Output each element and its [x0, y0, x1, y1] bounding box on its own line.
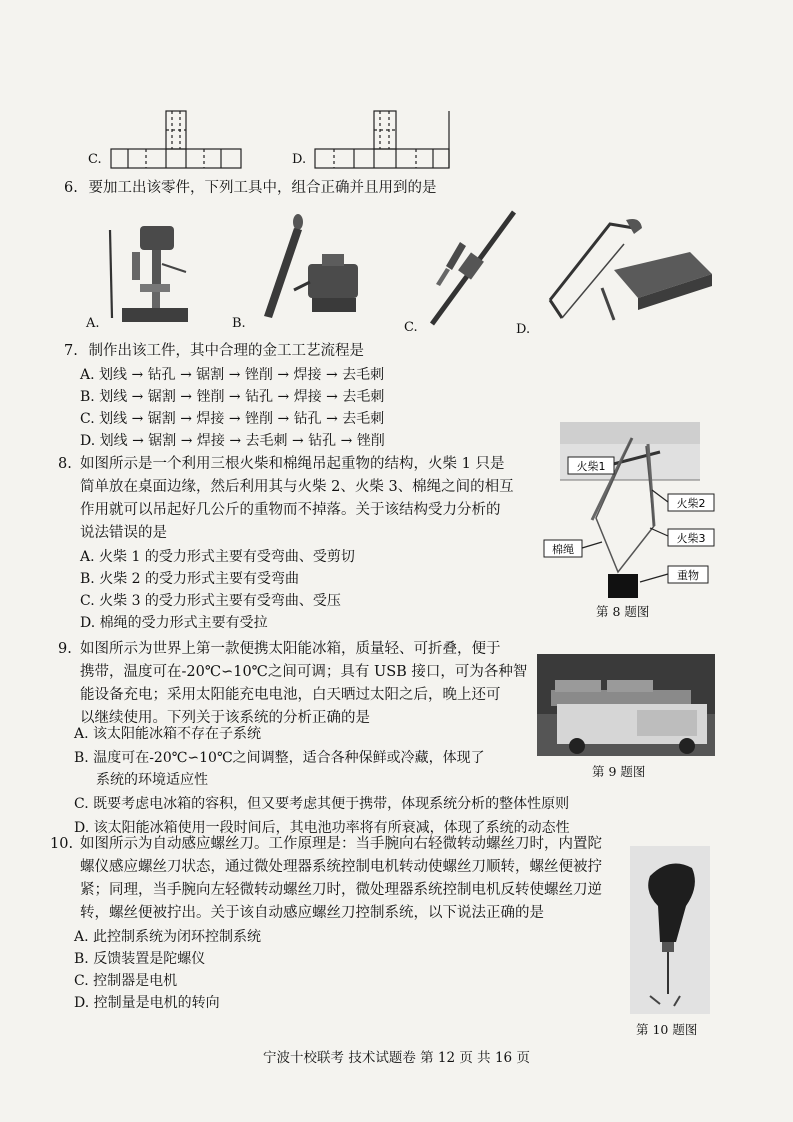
- option-c: C. 火柴 3 的受力形式主要有受弯曲、受压: [80, 593, 341, 609]
- option-b-line: 系统的环境适应性: [96, 772, 208, 788]
- label-match-2: 火柴2: [676, 497, 706, 510]
- stem-line: 紧；同理，当手腕向左轻微转动螺丝刀时，微处理器系统控制电机反转使螺丝刀逆: [80, 882, 602, 898]
- unfolded-drawing-d: [312, 108, 454, 170]
- question-number: 6.: [64, 180, 78, 196]
- option-c: C. 划线 → 锯割 → 焊接 → 锉削 → 钻孔 → 去毛刺: [80, 411, 385, 427]
- question-10: [50, 833, 630, 925]
- option-a: A. 此控制系统为闭环控制系统: [74, 929, 262, 945]
- label-weight: 重物: [677, 569, 699, 582]
- hacksaw-and-drill-vise-image: [540, 214, 715, 329]
- tool-option-a: A.: [86, 316, 100, 331]
- tool-option-c: C.: [404, 320, 418, 335]
- label-match-3: 火柴3: [676, 532, 706, 545]
- option-c: C. 控制器是电机: [74, 973, 178, 989]
- tool-option-b: B.: [232, 316, 246, 331]
- question-stem: 要加工出该零件，下列工具中，组合正确并且用到的是: [88, 180, 437, 196]
- figure-9-caption: 第 9 题图: [592, 764, 646, 779]
- page-footer: 宁波十校联考 技术试题卷 第 12 页 共 16 页: [263, 1050, 530, 1066]
- q8-options: [80, 546, 355, 634]
- option-c: C. 既要考虑电冰箱的容积，但又要考虑其便于携带，体现系统分析的整体性原则: [74, 796, 570, 812]
- option-d: D. 该太阳能冰箱使用一段时间后，其电池功率将有所衰减，体现了系统的动态性: [74, 820, 570, 836]
- stem-line: 如图所示为世界上第一款便携太阳能冰箱，质量轻、可折叠，便于: [80, 641, 501, 657]
- stem-line: 转，螺丝便被拧出。关于该自动感应螺丝刀控制系统，以下说法正确的是: [80, 905, 544, 921]
- option-b: B. 火柴 2 的受力形式主要有受弯曲: [80, 571, 299, 587]
- question-number: 9.: [58, 641, 72, 657]
- stem-line: 携带，温度可在-20℃∽10℃之间可调；具有 USB 接口，可为各种智: [80, 664, 528, 680]
- stem-line: 如图所示为自动感应螺丝刀。工作原理是：当手腕向右轻微转动螺丝刀时，内置陀: [80, 836, 602, 852]
- option-c-label: C.: [88, 152, 102, 167]
- stem-line: 如图所示是一个利用三根火柴和棉绳吊起重物的结构，火柴 1 只是: [80, 456, 505, 472]
- option-d: D. 棉绳的受力形式主要有受拉: [80, 615, 268, 631]
- option-a: A. 火柴 1 的受力形式主要有受弯曲、受剪切: [80, 549, 355, 565]
- option-b-line: B. 温度可在-20℃∽10℃之间调整，适合各种保鲜或冷藏，体现了: [74, 750, 485, 766]
- file-and-bench-vise-image: [250, 212, 370, 327]
- unfolded-drawing-c: [108, 108, 243, 170]
- scriber-and-drill-press-image: [104, 222, 194, 327]
- option-d-label: D.: [292, 152, 307, 167]
- question-number: 8.: [58, 456, 72, 472]
- figure-8-caption: 第 8 题图: [596, 604, 650, 619]
- stem-line: 作用就可以吊起好几公斤的重物而不掉落。关于该结构受力分析的: [80, 502, 501, 518]
- tap-and-wrench-image: [420, 208, 520, 328]
- q7-options: [80, 364, 385, 452]
- option-b: B. 反馈装置是陀螺仪: [74, 951, 206, 967]
- label-rope: 棉绳: [552, 543, 574, 556]
- question-7: [64, 340, 364, 363]
- question-6: [64, 177, 436, 200]
- question-number: 7.: [64, 343, 78, 359]
- question-stem: 制作出该工件，其中合理的金工工艺流程是: [88, 343, 364, 359]
- option-a: A. 划线 → 钻孔 → 锯割 → 锉削 → 焊接 → 去毛刺: [80, 367, 385, 383]
- screwdriver-photo: [630, 846, 710, 1014]
- question-number: 10.: [50, 836, 74, 852]
- stem-line: 螺仪感应螺丝刀状态，通过微处理器系统控制电机转动使螺丝刀顺转，螺丝便被拧: [80, 859, 602, 875]
- weight-block: [608, 574, 638, 598]
- tool-option-d: D.: [516, 322, 531, 337]
- solar-fridge-photo: [537, 654, 715, 756]
- option-d: D. 划线 → 锯割 → 焊接 → 去毛刺 → 钻孔 → 锉削: [80, 433, 385, 449]
- label-match-1: 火柴1: [576, 460, 606, 473]
- question-8: [58, 453, 538, 545]
- stem-line: 以继续使用。下列关于该系统的分析正确的是: [80, 710, 370, 726]
- option-d: D. 控制量是电机的转向: [74, 995, 220, 1011]
- question-9: [58, 638, 538, 730]
- stem-line: 简单放在桌面边缘，然后利用其与火柴 2、火柴 3、棉绳之间的相互: [80, 479, 514, 495]
- option-a: A. 该太阳能冰箱不存在子系统: [74, 726, 262, 742]
- option-b: B. 划线 → 锯割 → 锉削 → 钻孔 → 焊接 → 去毛刺: [80, 389, 385, 405]
- stem-line: 能设备充电；采用太阳能充电电池，白天晒过太阳之后，晚上还可: [80, 687, 501, 703]
- q10-options: [74, 926, 261, 1014]
- figure-10-caption: 第 10 题图: [636, 1022, 698, 1037]
- match-structure-figure: [552, 422, 725, 602]
- stem-line: 说法错误的是: [80, 525, 167, 541]
